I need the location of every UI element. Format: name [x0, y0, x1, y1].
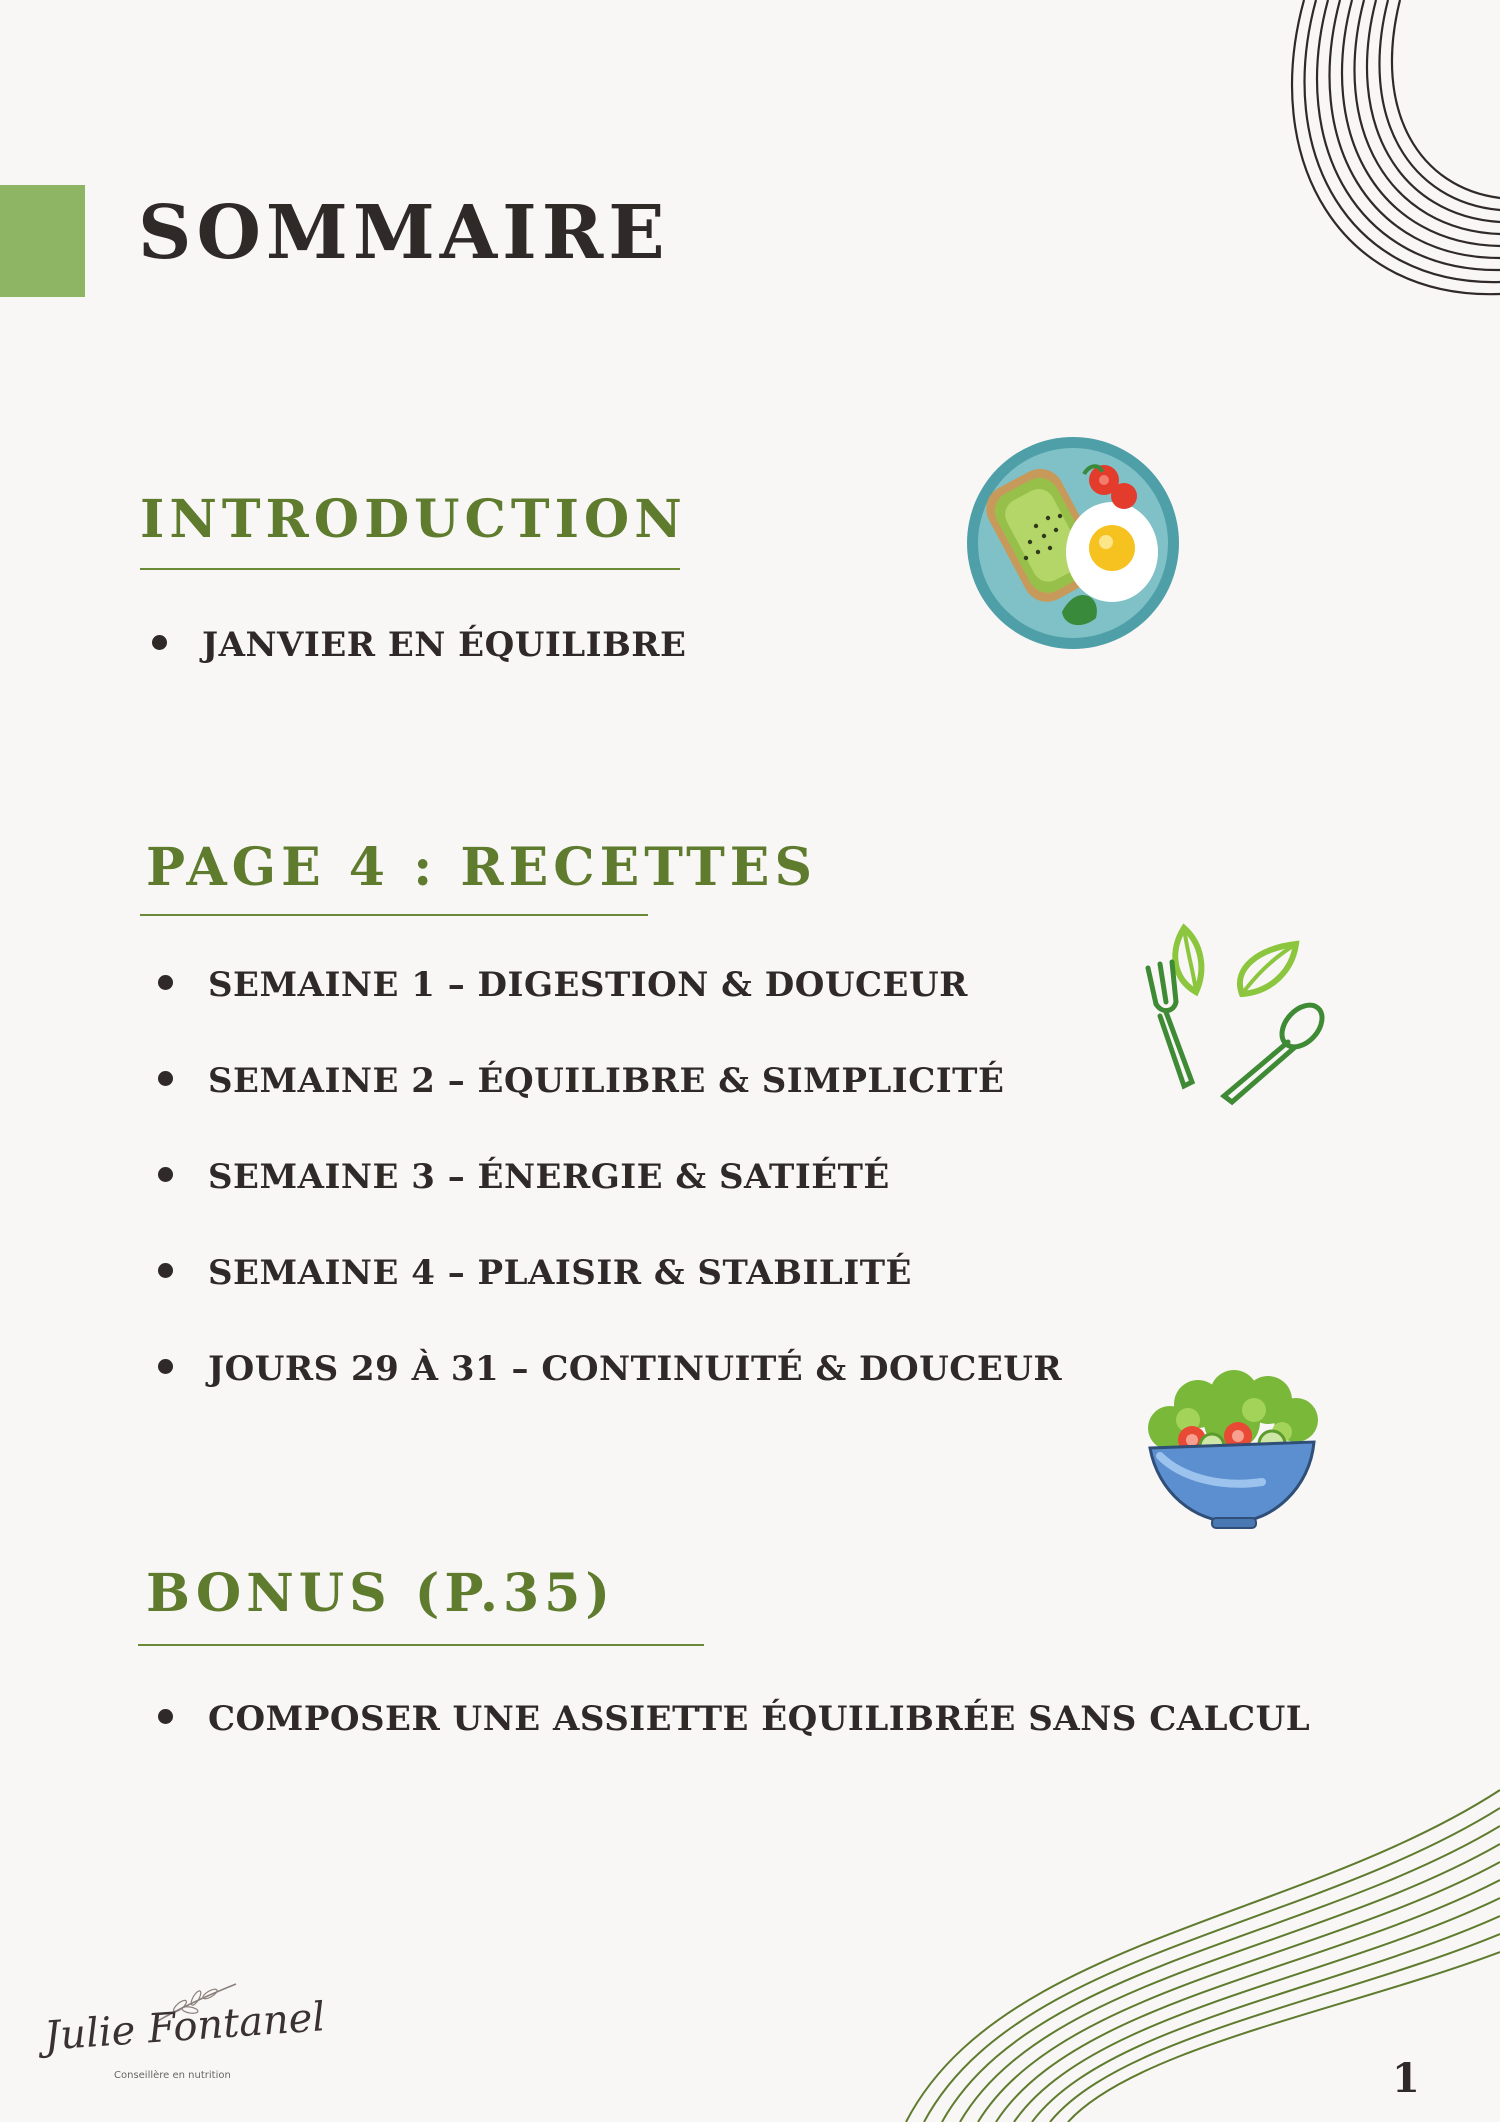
- list-item: [158, 965, 1062, 1005]
- list-item-label: JANVIER EN ÉQUILIBRE: [202, 625, 687, 665]
- section-heading-recipes: PAGE 4 : RECETTES: [146, 837, 817, 898]
- fork-spoon-leaf-icon: [1136, 916, 1336, 1108]
- bullet-icon: [152, 635, 167, 650]
- list-item: [152, 625, 687, 665]
- bullet-icon: [158, 975, 173, 990]
- section-heading-introduction: INTRODUCTION: [140, 489, 687, 550]
- decorative-arcs-top-right: [1140, 0, 1500, 300]
- list-item-label: SEMAINE 1 – DIGESTION & DOUCEUR: [208, 965, 968, 1005]
- introduction-list: [152, 625, 687, 665]
- list-item-label: SEMAINE 4 – PLAISIR & STABILITÉ: [208, 1253, 912, 1293]
- page-number: 1: [1392, 2055, 1420, 2102]
- list-item: [158, 1349, 1063, 1389]
- bullet-icon: [158, 1359, 173, 1374]
- bullet-icon: [158, 1167, 173, 1182]
- avocado-egg-plate-icon: [964, 434, 1182, 652]
- section-divider: [138, 1644, 704, 1646]
- section-divider: [140, 914, 648, 916]
- list-item-label: SEMAINE 3 – ÉNERGIE & SATIÉTÉ: [208, 1157, 890, 1197]
- title-accent-square: [0, 185, 85, 297]
- logo-name: Julie Fontanel: [42, 1994, 327, 2060]
- section-heading-bonus: BONUS (P.35): [146, 1563, 615, 1624]
- salad-bowl-icon: [1142, 1362, 1322, 1530]
- list-item: [158, 1253, 1062, 1293]
- list-item-label: COMPOSER UNE ASSIETTE ÉQUILIBRÉE SANS CALCUL: [208, 1699, 1311, 1739]
- list-item-label: JOURS 29 À 31 – CONTINUITÉ & DOUCEUR: [208, 1349, 1063, 1389]
- list-item: [158, 1157, 1062, 1197]
- list-item: [158, 1699, 1311, 1739]
- list-item-label: SEMAINE 2 – ÉQUILIBRE & SIMPLICITÉ: [208, 1061, 1005, 1101]
- bullet-icon: [158, 1071, 173, 1086]
- bonus-list: [158, 1699, 1311, 1739]
- recipes-list: [158, 965, 1063, 1448]
- page-title: SOMMAIRE: [138, 190, 670, 276]
- list-item: [158, 1061, 1062, 1101]
- logo-subtitle: Conseillère en nutrition: [114, 2070, 231, 2081]
- section-divider: [140, 568, 680, 570]
- bullet-icon: [158, 1263, 173, 1278]
- bullet-icon: [158, 1709, 173, 1724]
